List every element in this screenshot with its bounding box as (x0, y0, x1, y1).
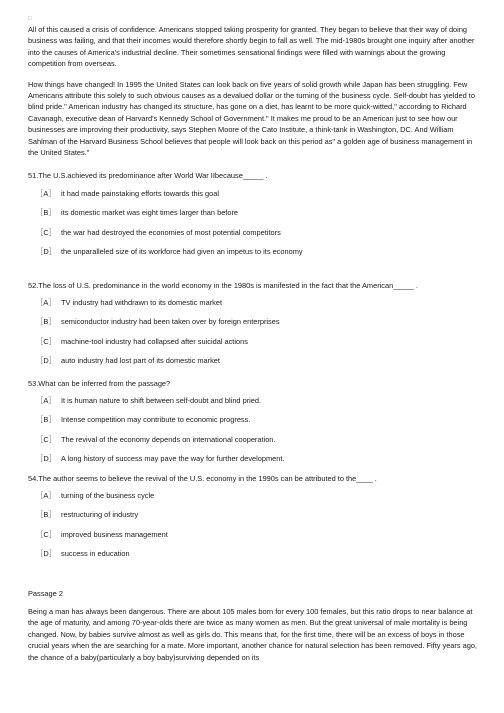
option-text: it had made painstaking efforts towards this goal (61, 188, 220, 198)
option-letter: ［A］ (36, 188, 56, 198)
option-text: the war had destroyed the economies of most potential competitors (61, 227, 281, 237)
option-text: success in education (61, 549, 130, 559)
option-text: TV industry had withdrawn to its domestic market (61, 297, 223, 307)
option-c[interactable] (36, 227, 484, 238)
passage2-paragraph: Being a man has always been dangerous. There are about 105 males born for every 100 females, but this ratio drops to near balance at the age of maturity, and among 70-year-olds there are twice as many women as men. But the great universal of male mortality is being changed. Now, by babies survive almost as well as girls do. This means that, for the first time, there will be an excess of boys in those crucial years when the are searching for a mate. More important, another chance for natural selection has been removed. Fifty years ago, the chance of a baby(particularly a boy baby)surviving depended on its (28, 607, 478, 662)
option-text: turning of the business cycle (61, 490, 155, 500)
option-letter: ［C］ (36, 529, 57, 539)
option-letter: ［B］ (36, 415, 56, 425)
option-letter: ［A］ (36, 297, 56, 307)
option-text: restructuring of industry (61, 510, 139, 520)
option-a[interactable] (36, 490, 484, 501)
question-52 (28, 280, 484, 367)
option-text: It is human nature to shift between self-doubt and blind pried. (61, 395, 262, 405)
option-b[interactable] (36, 316, 484, 327)
option-b[interactable] (36, 414, 484, 425)
option-d[interactable] (36, 246, 484, 257)
option-letter: ［C］ (36, 227, 57, 237)
option-text: Intense competition may contribute to economic progress. (61, 415, 251, 425)
option-text: The revival of the economy depends on international cooperation. (61, 434, 276, 444)
option-c[interactable] (36, 336, 484, 347)
option-text: its domestic market was eight times larger than before (61, 208, 239, 218)
option-letter: ［A］ (36, 395, 56, 405)
option-letter: ［D］ (36, 356, 57, 366)
option-letter: ［C］ (36, 336, 57, 346)
question-stem: 51.The U.S.achieved its predominance after World War IIbecause_____ . (28, 171, 268, 181)
question-51 (28, 170, 484, 257)
option-d[interactable] (36, 548, 484, 559)
question-stem: 53.What can be inferred from the passage? (28, 378, 171, 388)
option-text: auto industry had lost part of its domestic market (61, 356, 220, 366)
option-a[interactable] (36, 395, 484, 406)
option-letter: ［B］ (36, 317, 56, 327)
passage1-paragraph-2: How things have changed! In 1995 the United States can look back on five years of solid growth while Japan has been struggling. Few Americans attribute this solely to such obvious causes as a devalued dollar or the turning of the business cycle. Self-doubt has yielded to blind pride." American industry has changed its structure, has gone on a diet, has learnt to be more quick-witted," according to Richard Cavanagh, executive dean of Harvard's Kennedy School of Government." It makes me proud to be an American just to see how our businesses are improving their productivity, says Stephen Moore of the Cato Institute, a think-tank in Washington, DC. And William Sahlman of the Harvard Business School believes that people will look back on this period as" a golden age of business management in the United States." (28, 79, 475, 158)
question-54 (28, 473, 484, 560)
passage2-title: Passage 2 (28, 588, 63, 598)
option-c[interactable] (36, 434, 484, 445)
option-b[interactable] (36, 207, 484, 218)
question-stem: 54.The author seems to believe the revival of the U.S. economy in the 1990s can be attributed to the____ . (28, 473, 377, 483)
option-a[interactable] (36, 188, 484, 199)
option-letter: ［B］ (36, 208, 56, 218)
option-b[interactable] (36, 509, 484, 520)
option-letter: ［D］ (36, 247, 57, 257)
option-letter: ［B］ (36, 510, 56, 520)
question-stem: 52.The loss of U.S. predominance in the world economy in the 1980s is manifested in the fact that the American_____ . (28, 280, 418, 290)
option-d[interactable] (36, 355, 484, 366)
option-letter: ［D］ (36, 454, 57, 464)
option-letter: ［A］ (36, 490, 56, 500)
option-d[interactable] (36, 453, 484, 464)
option-text: machine-tool industry had collapsed after suicidal actions (61, 336, 248, 346)
page-marker: □ (28, 16, 32, 22)
question-53 (28, 378, 484, 465)
option-text: the unparalleled size of its workforce had given an impetus to its economy (61, 247, 303, 257)
option-letter: ［C］ (36, 434, 57, 444)
option-text: semiconductor industry had been taken over by foreign enterprises (61, 317, 280, 327)
option-c[interactable] (36, 529, 484, 540)
option-text: A long history of success may pave the way for further development. (61, 454, 285, 464)
option-text: improved business management (61, 529, 168, 539)
passage1-paragraph-1: All of this caused a crisis of confidence. Americans stopped taking prosperity for granted. They began to believe that their way of doing business was failing, and that their incomes would therefore shortly begin to fall as well. The mid-1980s brought one inquiry after another into the causes of America's industrial decline. Their sometimes sensational findings were filled with warnings about the growing competition from overseas. (28, 25, 475, 69)
option-a[interactable] (36, 297, 484, 308)
option-letter: ［D］ (36, 549, 57, 559)
